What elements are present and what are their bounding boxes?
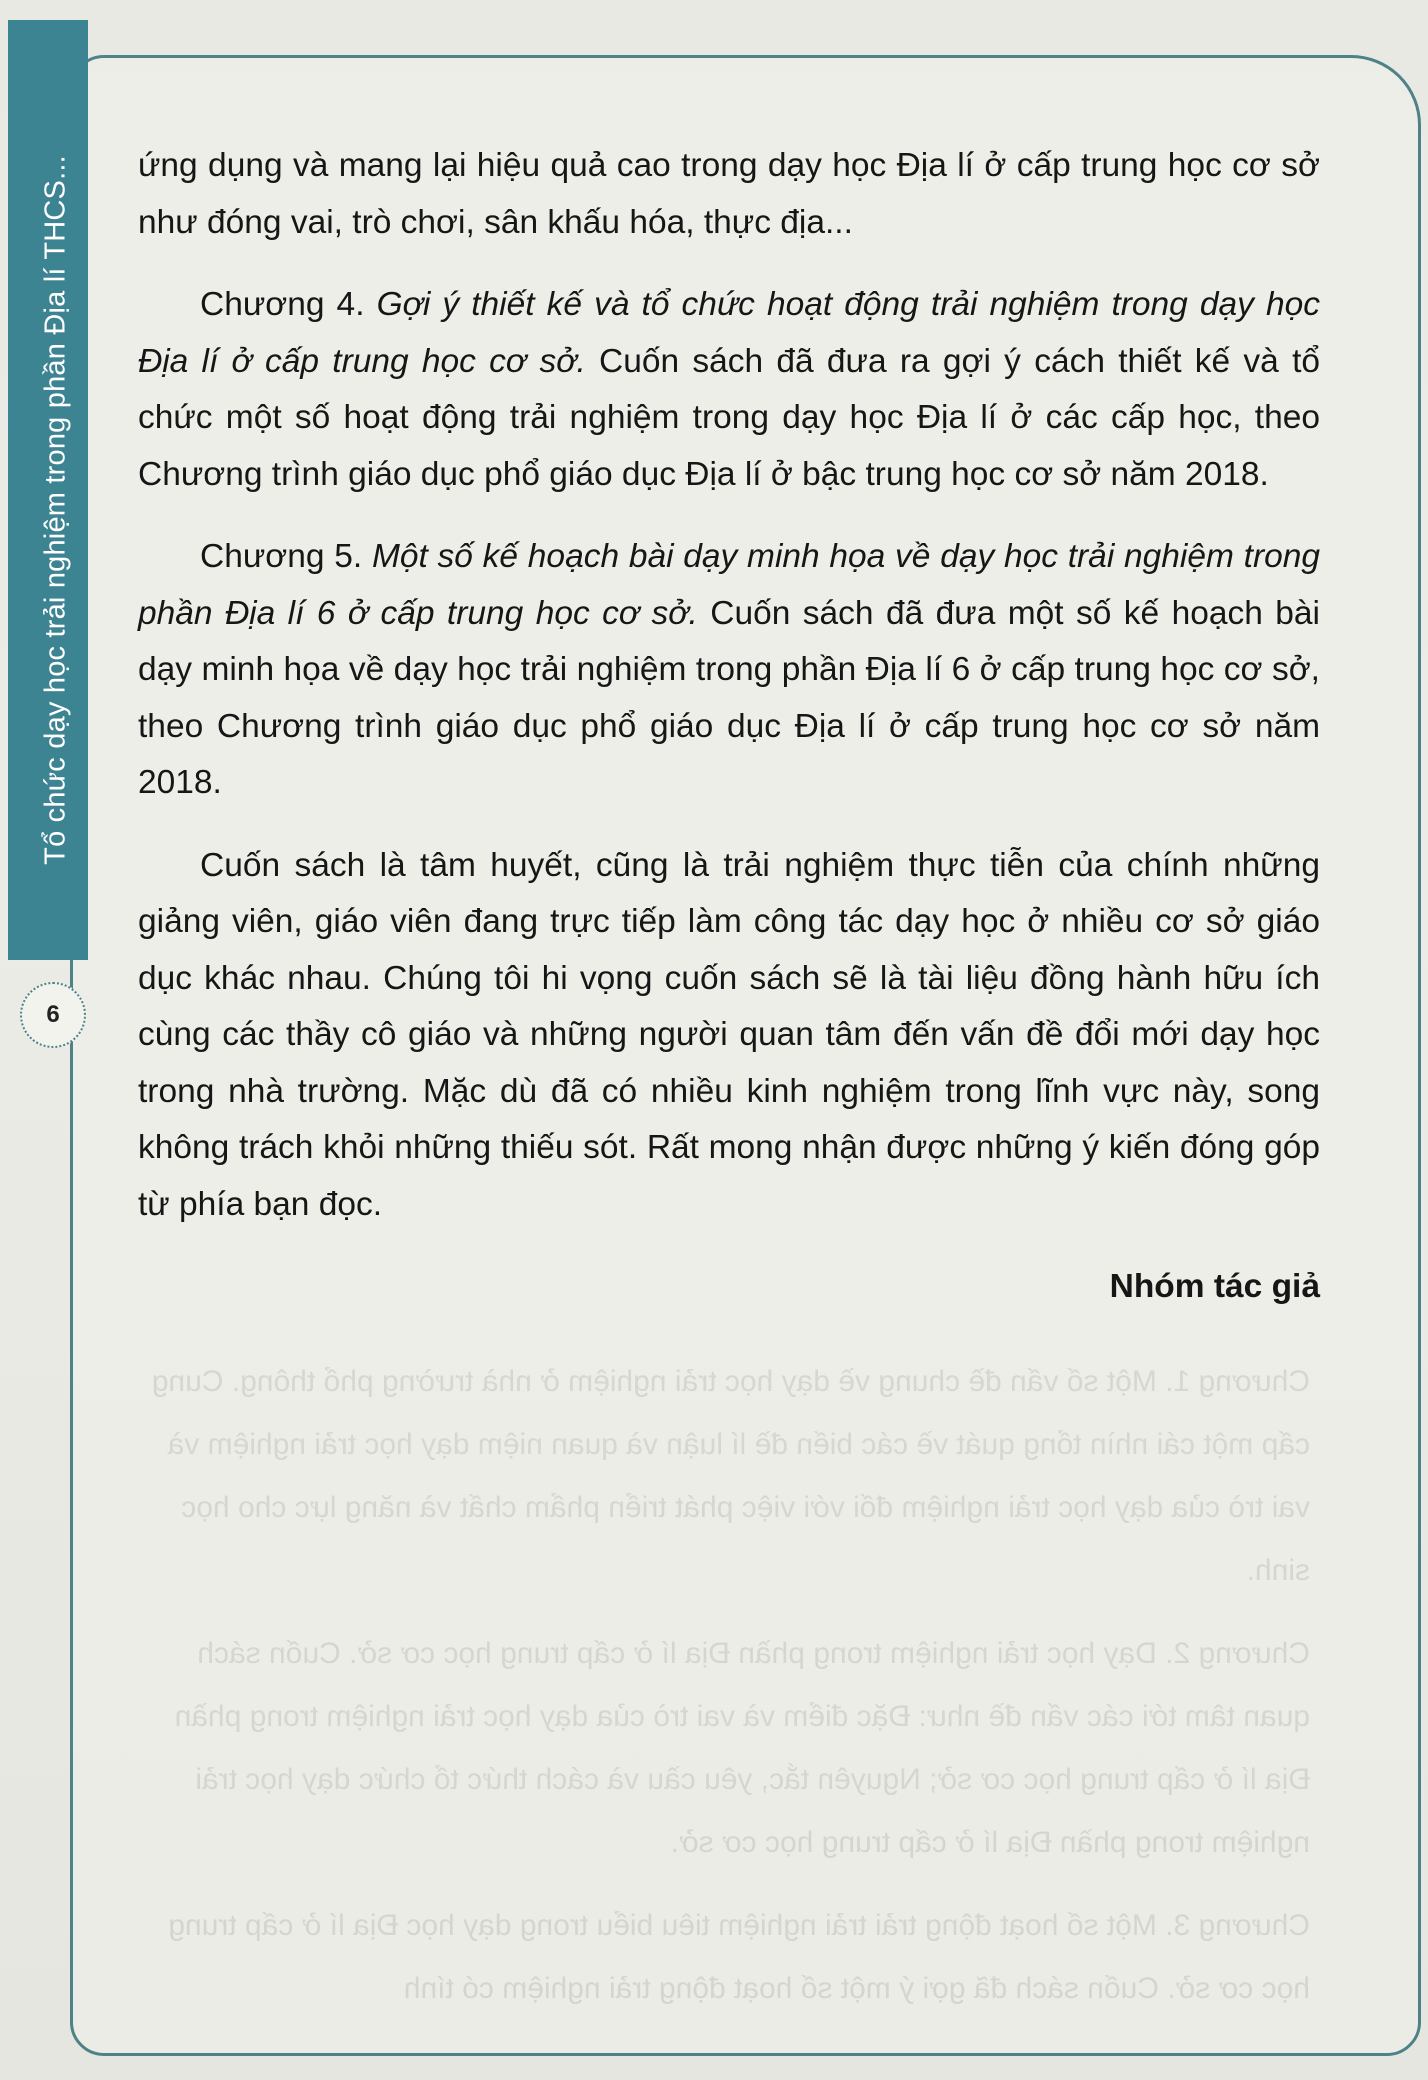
chapter-4-label: Chương 4. — [200, 286, 377, 323]
running-title: Tổ chức dạy học trải nghiệm trong phần Địa lí THCS... — [39, 155, 72, 865]
paragraph-chapter-4 — [138, 277, 1320, 503]
chapter-5-title: Một số kế hoạch bài dạy minh họa về dạy học trải nghiệm trong phần Địa lí 6 ở cấp trung học cơ sở. — [138, 538, 1320, 632]
paragraph-intro: ứng dụng và mang lại hiệu quả cao trong dạy học Địa lí ở cấp trung học cơ sở như đóng vai, trò chơi, sân khấu hóa, thực địa... — [138, 147, 1320, 241]
side-band — [8, 20, 88, 960]
author-signature: Nhóm tác giả — [1109, 1268, 1320, 1305]
chapter-5-body: Cuốn sách đã đưa một số kế hoạch bài dạy minh họa về dạy học trải nghiệm trong phần Địa lí 6 ở cấp trung học cơ sở, theo Chương trình giáo dục phổ giáo dục Địa lí ở cấp trung học cơ sở năm 2018. — [138, 594, 1320, 801]
chapter-4-title: Gợi ý thiết kế và tổ chức hoạt động trải nghiệm trong dạy học Địa lí ở cấp trung học cơ sở. — [138, 286, 1320, 380]
chapter-4-body: Cuốn sách đã đưa ra gợi ý cách thiết kế và tổ chức một số hoạt động trải nghiệm trong dạy học Địa lí ở các cấp học, theo Chương trình giáo dục phổ giáo dục Địa lí ở bậc trung học cơ sở năm 2018. — [138, 342, 1321, 493]
chapter-5-label: Chương 5. — [200, 538, 372, 575]
main-text — [138, 138, 1320, 1342]
paragraph-closing: Cuốn sách là tâm huyết, cũng là trải nghiệm thực tiễn của chính những giảng viên, giáo viên đang trực tiếp làm công tác dạy học ở nhiều cơ sở giáo dục khác nhau. Chúng tôi hi vọng cuốn sách sẽ là tài liệu đồng hành hữu ích cùng các thầy cô giáo và những người quan tâm đến vấn đề đổi mới dạy học trong nhà trường. Mặc dù đã có nhiều kinh nghiệm trong lĩnh vực này, song không trách khỏi những thiếu sót. Rất mong nhận được những ý kiến đóng góp từ phía bạn đọc. — [138, 846, 1320, 1223]
paragraph-chapter-5 — [138, 529, 1320, 812]
page-number: 6 — [20, 982, 86, 1048]
